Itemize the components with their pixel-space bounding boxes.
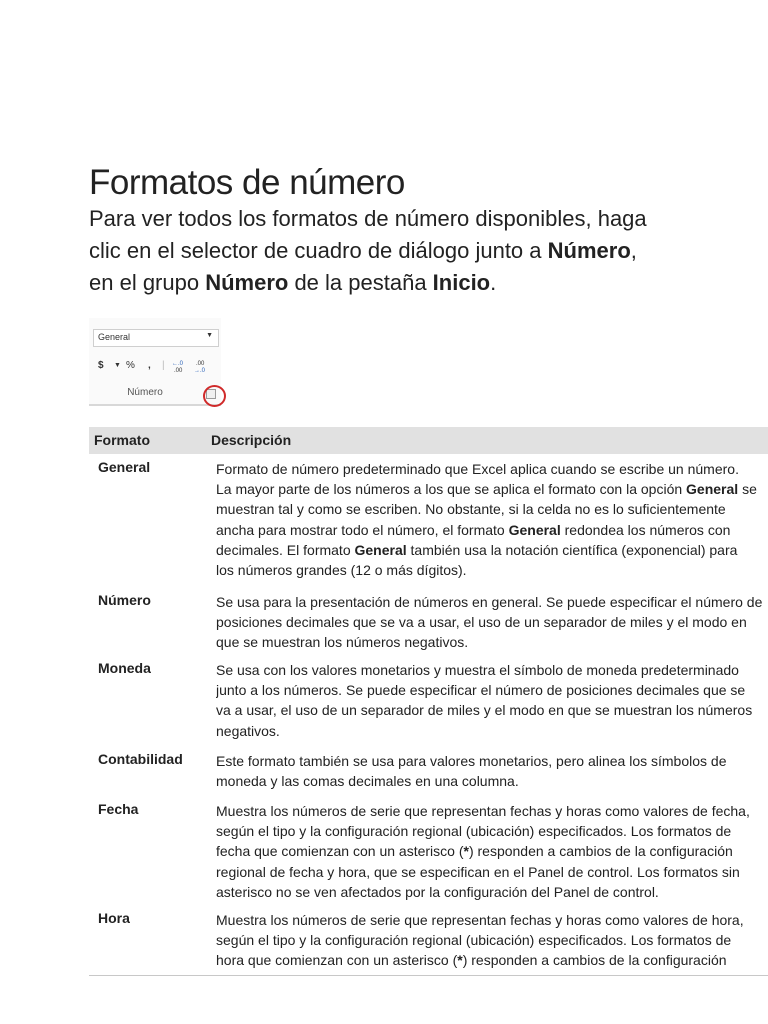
description-line: moneda y las comas decimales en una columna. (216, 773, 519, 790)
svg-text:→.0: →.0 (194, 368, 206, 373)
intro-bold-numero: Número (547, 238, 631, 263)
description-line: asterisco no se ven afectados por la configuración del Panel de control. (216, 883, 659, 900)
format-name: Contabilidad (98, 751, 183, 767)
format-name: Moneda (98, 660, 151, 676)
intro-bold-numero: Número (205, 270, 289, 295)
number-format-value: General (98, 332, 131, 342)
percent-button[interactable]: % (126, 360, 135, 371)
description-line: La mayor parte de los números a los que se aplica el formato con la opción General se (216, 481, 757, 498)
number-format-buttons (96, 360, 220, 374)
intro-bold-inicio: Inicio (432, 270, 491, 295)
table-row (89, 910, 768, 972)
intro-text: , (630, 238, 637, 263)
intro-line-3 (89, 267, 729, 299)
description-line: negativos. (216, 722, 280, 739)
ribbon-group-label: Número (127, 387, 163, 398)
highlight-circle (203, 385, 226, 407)
format-description (216, 801, 768, 902)
description-line: muestran tal y como se escriben. No obstante, si la celda no es lo suficientemente (216, 501, 726, 518)
intro-line-2 (89, 235, 729, 267)
description-line: hora que comienzan con un asterisco (*) responden a cambios de la configuración (216, 952, 727, 969)
decrease-decimal-icon[interactable] (193, 359, 209, 376)
format-name: Fecha (98, 801, 139, 817)
table-row (89, 459, 768, 587)
description-line: Este formato también se usa para valores monetarios, pero alinea los símbolos de (216, 753, 727, 769)
description-line: ancha para mostrar todo el número, el formato General redondea los números con (216, 521, 731, 538)
description-line: Muestra los números de serie que representan fechas y horas como valores de fecha, (216, 803, 750, 819)
intro-text: de la pestaña (288, 270, 433, 295)
intro-text: en el grupo (89, 270, 206, 295)
table-row (89, 801, 768, 903)
intro-line-1: Para ver todos los formatos de número disponibles, haga (89, 206, 647, 231)
description-line: regional de fecha y hora, que se especifican en el Panel de control. Los formatos sin (216, 863, 740, 880)
description-line: junto a los números. Se puede especificar el número de posiciones decimales que se (216, 682, 746, 699)
table-row (89, 592, 768, 654)
increase-decimal-icon[interactable] (171, 359, 187, 376)
ribbon-number-group (89, 318, 221, 406)
svg-text:←.0: ←.0 (172, 361, 184, 367)
format-description (216, 660, 768, 741)
currency-button[interactable]: $ (98, 360, 104, 371)
dropdown-arrow-icon[interactable]: ▼ (206, 332, 213, 339)
separator: | (162, 360, 165, 371)
svg-text:.00: .00 (196, 361, 205, 367)
table-header (89, 427, 768, 454)
description-line: según el tipo y la configuración regional (ubicación) especificados. Los formatos de (216, 932, 732, 949)
description-line: Se usa con los valores monetarios y muestra el símbolo de moneda predeterminado (216, 662, 739, 678)
description-line: según el tipo y la configuración regional (ubicación) especificados. Los formatos de (216, 823, 732, 840)
header-descripcion: Descripción (211, 432, 292, 448)
description-line: los números grandes (12 o más dígitos). (216, 562, 467, 579)
format-description (216, 592, 768, 653)
format-name: Hora (98, 910, 130, 926)
description-line: va a usar, el uso de un separador de miles y el modo en que se muestran los números (216, 702, 753, 719)
format-description (216, 910, 768, 971)
description-line: posiciones decimales que se va a usar, el uso de un separador de miles y el modo en (216, 614, 747, 631)
table-row (89, 660, 768, 744)
table-bottom-border (89, 975, 768, 976)
table-row (89, 751, 768, 793)
page-title: Formatos de número (89, 163, 405, 203)
description-line: Muestra los números de serie que representan fechas y horas como valores de hora, (216, 912, 744, 928)
format-name: Número (98, 592, 151, 608)
description-line: decimales. El formato General también usa la notación científica (exponencial) para (216, 541, 738, 558)
header-formato: Formato (94, 432, 150, 448)
svg-text:.00: .00 (174, 368, 183, 373)
description-line: Formato de número predeterminado que Excel aplica cuando se escribe un número. (216, 461, 739, 477)
format-name: General (98, 459, 151, 475)
intro-paragraph (89, 203, 729, 299)
intro-text: . (490, 270, 497, 295)
currency-dropdown-icon[interactable]: ▼ (114, 362, 121, 369)
description-line: Se usa para la presentación de números en general. Se puede especificar el número de (216, 594, 763, 610)
format-description (216, 459, 768, 580)
description-line: que se muestran los números negativos. (216, 634, 469, 651)
intro-text: clic en el selector de cuadro de diálogo junto a (89, 238, 548, 263)
number-format-select[interactable] (93, 329, 219, 347)
comma-button[interactable]: , (148, 360, 151, 371)
format-description (216, 751, 768, 791)
description-line: fecha que comienzan con un asterisco (*) responden a cambios de la configuración (216, 843, 733, 860)
